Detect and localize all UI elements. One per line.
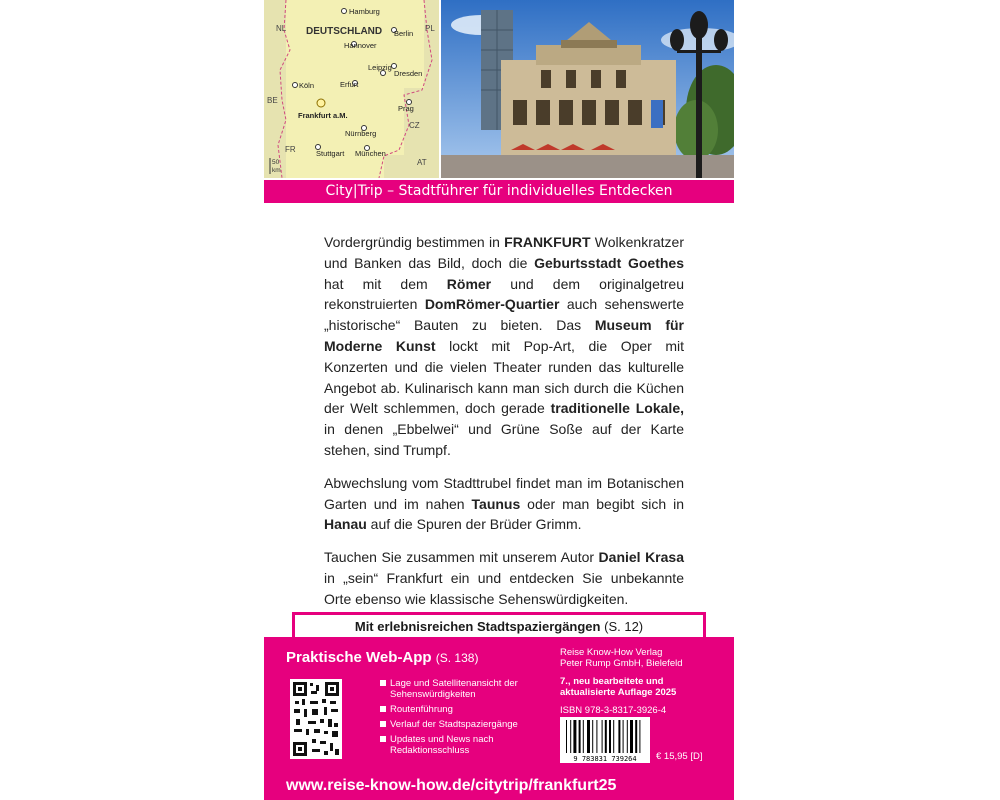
qr-code-icon <box>290 679 342 759</box>
map-city-frankfurt: Frankfurt a.M. <box>298 111 348 120</box>
paragraph-2: Abwechslung vom Stadttrubel findet man im Botanischen Garten und im nahen Taunus oder man begibt sich in Hanau auf die Spuren der Brüder Grimm. <box>324 474 685 533</box>
map-city-koeln: Köln <box>299 81 315 90</box>
publisher-company: Peter Rump GmbH, Bielefeld <box>560 658 683 669</box>
map-country-cz: CZ <box>409 121 420 130</box>
feature-item: Routenführung <box>380 704 540 715</box>
map-country-nl: NL <box>276 24 287 33</box>
isbn: ISBN 978-3-8317-3926-4 <box>560 705 667 716</box>
svg-text:50: 50 <box>272 159 280 166</box>
paragraph-1: Vordergründig bestimmen in FRANKFURT Wolkenkratzer und Banken das Bild, doch die Geburtsstadt Goethes hat mit dem Römer und dem originalgetreu rekonstruierten DomRömer-Quartier auch sehenswerte „historische“ Bauten zu bieten. Das Museum für Moderne Kunst lockt mit Pop-Art, die Oper mit Konzerten und die vielen Theater runden das kulturelle Angebot ab. Kulinarisch kann man sich durch die Küchen der Welt schlemmen, doch gerade traditionelle Lokale, in denen „Ebbelwei“ und Grüne Soße auf der Karte stehen, sind Trumpf. <box>324 234 685 458</box>
paragraph-3: Tauchen Sie zusammen mit unserem Autor Daniel Krasa in „sein“ Frankfurt ein und entdecken Sie unbekannte Orte ebenso wie klassische Sehenswürdigkeiten. <box>324 549 684 607</box>
website-url[interactable]: www.reise-know-how.de/citytrip/frankfurt25 <box>286 777 617 794</box>
map-city-stuttgart: Stuttgart <box>316 149 345 158</box>
city-walks-page: (S. 12) <box>604 619 644 634</box>
map-city-dresden: Dresden <box>394 69 423 78</box>
map-country-pl: PL <box>425 24 435 33</box>
webapp-title: Praktische Web-App (S. 138) <box>286 649 479 666</box>
description-text <box>324 232 684 622</box>
map-city-prag: Prag <box>398 104 414 113</box>
feature-item: Lage und Satellitenansicht der Sehenswürdigkeiten <box>380 678 540 700</box>
map-city-hamburg: Hamburg <box>349 7 380 16</box>
map-country-be: BE <box>267 96 278 105</box>
map-city-muenchen: München <box>355 149 386 158</box>
series-banner: City|Trip – Stadtführer für individuelles Entdecken <box>264 180 734 203</box>
webapp-features-list <box>380 678 540 760</box>
feature-item: Verlauf der Stadtspaziergänge <box>380 719 540 730</box>
publisher-info <box>560 647 730 716</box>
feature-item: Updates und News nach Redaktionsschluss <box>380 734 540 756</box>
map-city-hannover: Hannover <box>344 41 377 50</box>
map-country-at: AT <box>417 158 427 167</box>
publisher-name: Reise Know-How Verlag <box>560 647 663 658</box>
city-walks-box <box>292 612 706 638</box>
barcode-number: 9 783831 739264 <box>573 755 637 763</box>
svg-text:km: km <box>272 167 281 174</box>
photo-illustration <box>441 0 734 178</box>
map-city-erfurt: Erfurt <box>340 80 359 89</box>
map-city-leipzig: Leipzig <box>368 63 392 72</box>
map-country-label: DEUTSCHLAND <box>306 26 383 37</box>
map-city-berlin: Berlin <box>394 29 414 38</box>
book-back-cover <box>264 0 734 800</box>
map-graphic <box>264 0 439 178</box>
location-map <box>264 0 439 178</box>
map-city-nuernberg: Nürnberg <box>345 129 377 138</box>
barcode-icon <box>560 717 650 763</box>
price: € 15,95 [D] <box>656 751 703 762</box>
footer-panel <box>264 637 734 800</box>
city-walks-label: Mit erlebnisreichen Stadtspaziergängen <box>354 619 601 634</box>
opera-house-photo <box>441 0 734 178</box>
edition-info: 7., neu bearbeitete und aktualisierte Auflage 2025 <box>560 676 677 698</box>
map-country-fr: FR <box>285 145 296 154</box>
webapp-page: (S. 138) <box>435 651 479 665</box>
